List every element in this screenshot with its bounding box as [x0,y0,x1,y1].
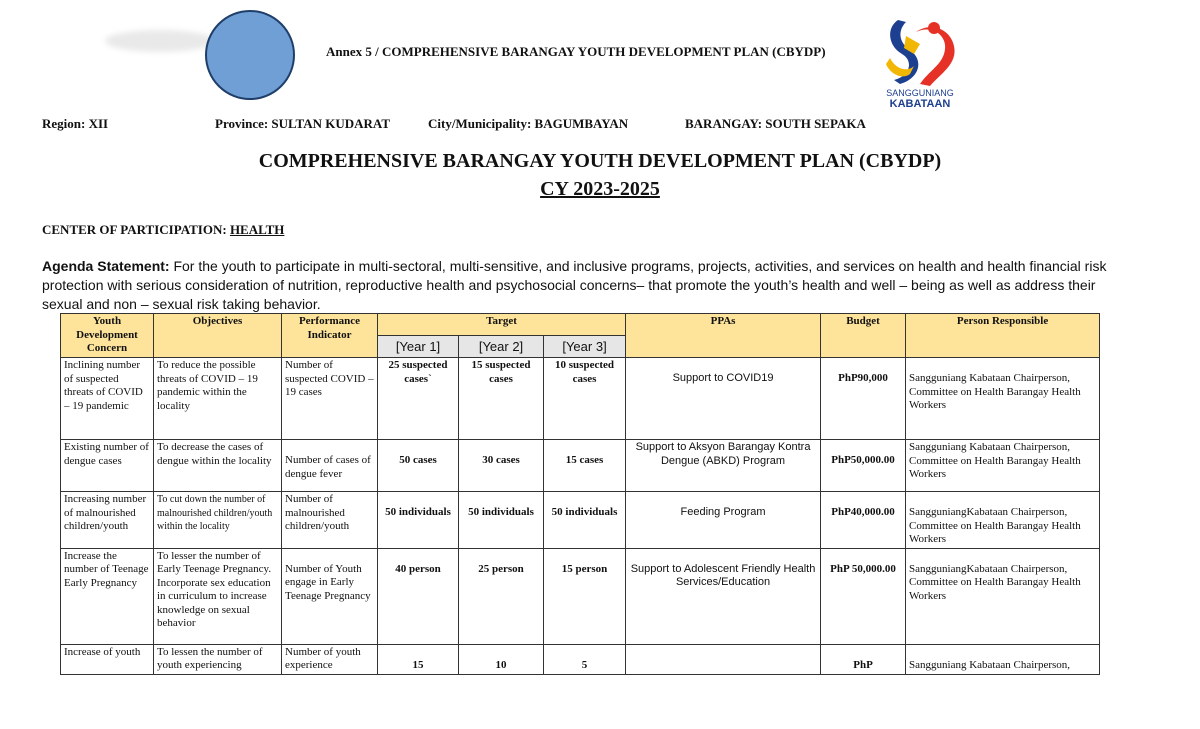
table-row [61,492,1100,549]
cell-year-2: 15 suspected cases [459,358,544,440]
sangguniang-kabataan-logo [880,14,960,109]
header-year-3: [Year 3] [544,336,626,358]
barangay-label: BARANGAY: SOUTH SEPAKA [685,116,866,131]
cell-person: Sangguniang Kabataan Chairperson, Committee on Health Barangay Health Workers [906,440,1100,492]
cell-year-2: 10 [459,644,544,674]
center-label: CENTER OF PARTICIPATION: [42,222,230,237]
cell-year-2: 50 individuals [459,492,544,549]
cell-objectives: To cut down the number of malnourished children/youth within the locality [154,492,282,549]
region-label: Region: XII [42,116,109,131]
agenda-text: For the youth to participate in multi-sectoral, multi-sensitive, and inclusive programs, projects, activities, and services on health and health financial risk protection with serious consideration of nutrition, reproductive health and psychosocial concerns– that promote the youth’s health and well – being as well as address their sexual and non – sexual risk taking behavior. [42,258,1107,312]
cbydp-table [60,313,1100,675]
table-row [61,440,1100,492]
cell-indicator: Number of Youth engage in Early Teenage Pregnancy [282,548,378,644]
cell-indicator: Number of suspected COVID – 19 cases [282,358,378,440]
cell-ppa: Feeding Program [626,492,821,549]
cell-person: Sangguniang Kabataan Chairperson, Committee on Health Barangay Health Workers [906,358,1100,440]
header-person: Person Responsible [906,314,1100,358]
cell-concern: Inclining number of suspected threats of COVID – 19 pandemic [61,358,154,440]
logo-text-bottom: KABATAAN [889,98,951,109]
annex-title: Annex 5 / COMPREHENSIVE BARANGAY YOUTH DEVELOPMENT PLAN (CBYDP) [326,44,826,59]
cell-budget: PhP90,000 [821,358,906,440]
cell-budget: PhP [821,644,906,674]
cell-indicator: Number of cases of dengue fever [282,440,378,492]
cell-person: SangguniangKabataan Chairperson, Committee on Health Barangay Health Workers [906,492,1100,549]
header-year-2: [Year 2] [459,336,544,358]
header-ppas: PPAs [626,314,821,358]
agenda-statement [42,257,1112,314]
province-label: Province: SULTAN KUDARAT [215,116,391,131]
blurred-header-text [105,30,215,52]
cell-year-1: 25 suspected cases` [378,358,459,440]
table-row [61,644,1100,674]
center-value: HEALTH [229,222,285,237]
center-of-participation [42,222,284,238]
cell-person: SangguniangKabataan Chairperson, Committee on Health Barangay Health Workers [906,548,1100,644]
cell-ppa: Support to COVID19 [626,358,821,440]
cell-year-1: 50 cases [378,440,459,492]
cell-objectives: To lesser the number of Early Teenage Pregnancy. Incorporate sex education in curriculum to increase knowledge on sexual behavior [154,548,282,644]
header-indicator: Performance Indicator [282,314,378,358]
cell-budget: PhP 50,000.00 [821,548,906,644]
cell-budget: PhP50,000.00 [821,440,906,492]
cell-concern: Increasing number of malnourished children/youth [61,492,154,549]
cell-ppa: Support to Adolescent Friendly Health Services/Education [626,548,821,644]
cell-ppa [626,644,821,674]
header-budget: Budget [821,314,906,358]
header-target: Target [378,314,626,336]
cell-budget: PhP40,000.00 [821,492,906,549]
logo-text-top: SANGGUNIANG [886,88,954,98]
cell-indicator: Number of malnourished children/youth [282,492,378,549]
header-year-1: [Year 1] [378,336,459,358]
cell-ppa: Support to Aksyon Barangay Kontra Dengue (ABKD) Program [626,440,821,492]
cell-year-2: 30 cases [459,440,544,492]
cell-year-3: 15 cases [544,440,626,492]
cell-year-1: 50 individuals [378,492,459,549]
cell-year-2: 25 person [459,548,544,644]
header-concern: Youth Development Concern [61,314,154,358]
lgu-seal-placeholder [205,10,295,100]
page-subtitle: CY 2023-2025 [540,178,660,200]
cell-person: Sangguniang Kabataan Chairperson, [906,644,1100,674]
cell-year-3: 10 suspected cases [544,358,626,440]
table-row [61,358,1100,440]
page-title: COMPREHENSIVE BARANGAY YOUTH DEVELOPMENT PLAN (CBYDP) [258,150,942,172]
cell-year-3: 5 [544,644,626,674]
cell-indicator: Number of youth experience [282,644,378,674]
cell-concern: Increase of youth [61,644,154,674]
cell-objectives: To decrease the cases of dengue within the locality [154,440,282,492]
agenda-label: Agenda Statement: [42,258,170,274]
table-row [61,548,1100,644]
cell-year-1: 15 [378,644,459,674]
cell-year-1: 40 person [378,548,459,644]
header-objectives: Objectives [154,314,282,358]
cell-concern: Existing number of dengue cases [61,440,154,492]
city-label: City/Municipality: BAGUMBAYAN [428,116,629,131]
cell-objectives: To reduce the possible threats of COVID – 19 pandemic within the locality [154,358,282,440]
cell-year-3: 50 individuals [544,492,626,549]
cell-objectives: To lessen the number of youth experiencing [154,644,282,674]
cell-year-3: 15 person [544,548,626,644]
cell-concern: Increase the number of Teenage Early Pregnancy [61,548,154,644]
